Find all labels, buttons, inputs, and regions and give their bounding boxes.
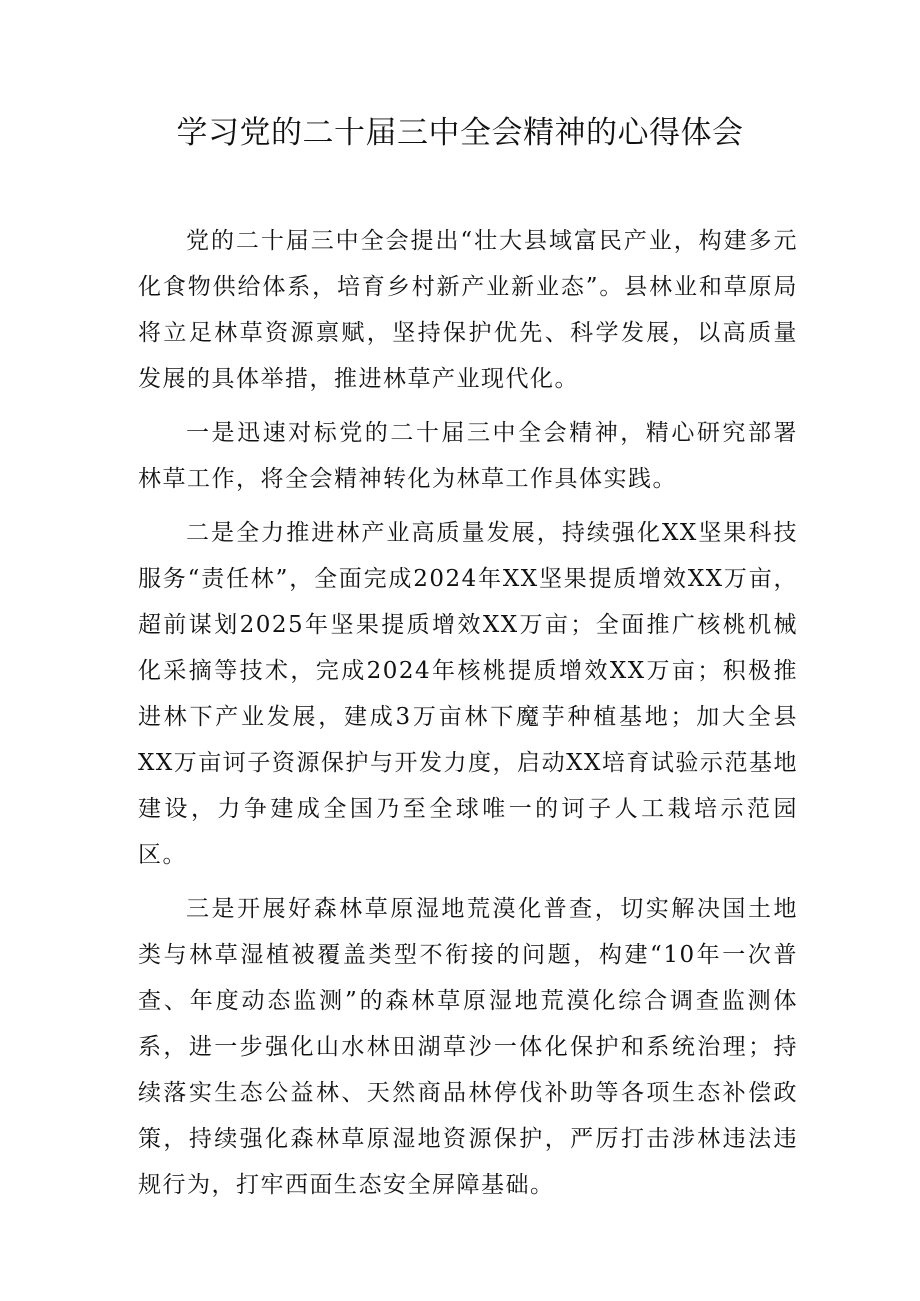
paragraph-3: 二是全力推进林产业高质量发展，持续强化XX坚果科技服务“责任林”，全面完成2024年XX坚果提质增效XX万亩，超前谋划2025年坚果提质增效XX万亩；全面推广核桃机械化采摘等技术，完成2024年核桃提质增效XX万亩；积极推进林下产业发展，建成3万亩林下魔芋种植基地；加大全县XX万亩诃子资源保护与开发力度，启动XX培育试验示范基地建设，力争建成全国乃至全球唯一的诃子人工栽培示范园区。 (138, 520, 798, 868)
document-title: 学习党的二十届三中全会精神的心得体会 (176, 115, 744, 151)
paragraph-4: 三是开展好森林草原湿地荒漠化普查，切实解决国土地类与林草湿植被覆盖类型不衔接的问题，构建“10年一次普查、年度动态监测”的森林草原湿地荒漠化综合调查监测体系，进一步强化山水林田湖草沙一体化保护和系统治理；持续落实生态公益林、天然商品林停伐补助等各项生态补偿政策，持续强化森林草原湿地资源保护，严厉打击涉林违法违规行为，打牢西面生态安全屏障基础。 (138, 896, 798, 1198)
paragraph-2: 一是迅速对标党的二十届三中全会精神，精心研究部署林草工作，将全会精神转化为林草工作具体实践。 (138, 420, 798, 492)
paragraph-1: 党的二十届三中全会提出“壮大县域富民产业，构建多元化食物供给体系，培育乡村新产业新业态”。县林业和草原局将立足林草资源禀赋，坚持保护优先、科学发展，以高质量发展的具体举措，推进林草产业现代化。 (138, 228, 798, 392)
document-body (138, 218, 798, 1216)
